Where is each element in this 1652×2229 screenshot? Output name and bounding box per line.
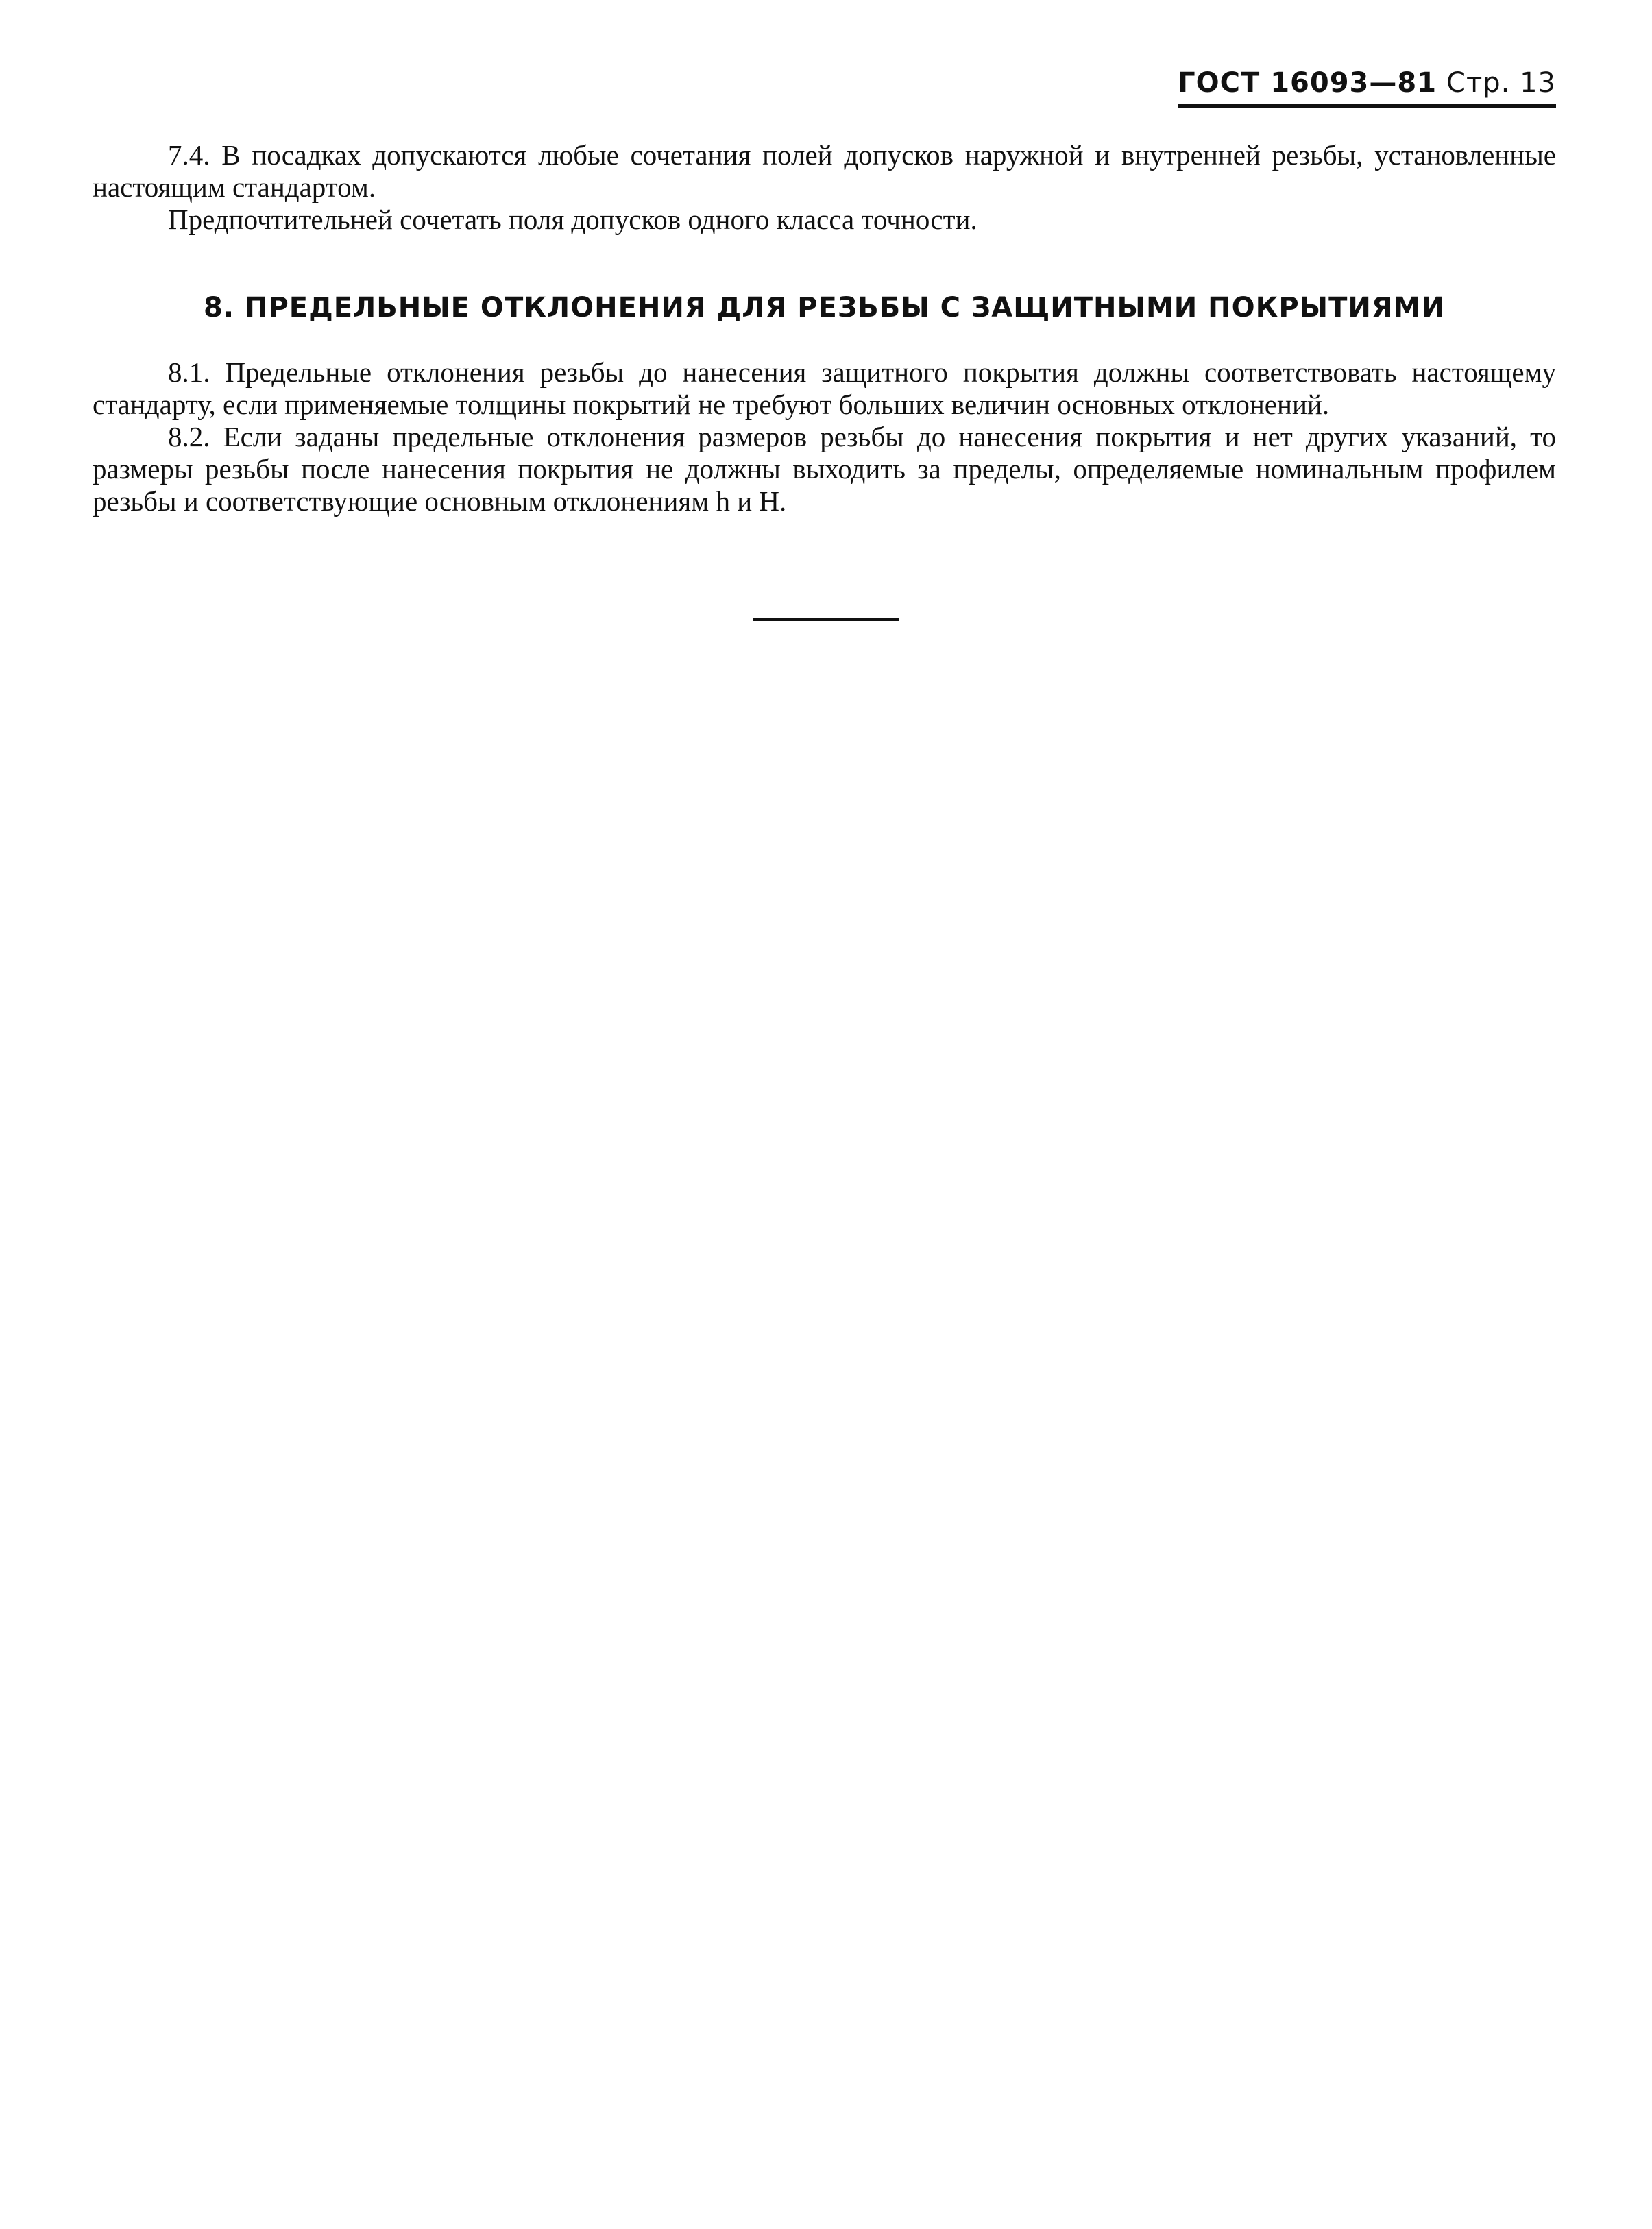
paragraph-8-1: 8.1. Предельные отклонения резьбы до нанесения защитного покрытия должны соответствовать настоящему стандарту, если применяемые толщины покрытий не требуют больших величин основных отклонений.	[93, 356, 1556, 420]
section-7-block	[93, 139, 1556, 236]
section-8-block	[93, 356, 1556, 517]
page-number: Стр. 13	[1446, 67, 1556, 99]
end-rule-divider	[753, 618, 899, 621]
running-header	[1178, 66, 1556, 108]
paragraph-preference: Предпочтительней сочетать поля допусков одного класса точности.	[168, 204, 977, 235]
paragraph-8-2: 8.2. Если заданы предельные отклонения размеров резьбы до нанесения покрытия и нет других указаний, то размеры резьбы после нанесения покрытия не должны выходить за пределы, определяемые номинальным профилем резьбы и соответствующие основным отклонениям h и H.	[93, 421, 1556, 517]
section-8-heading: 8. ПРЕДЕЛЬНЫЕ ОТКЛОНЕНИЯ ДЛЯ РЕЗЬБЫ С ЗАЩИТНЫМИ ПОКРЫТИЯМИ	[204, 292, 1445, 324]
paragraph-7-4: 7.4. В посадках допускаются любые сочетания полей допусков наружной и внутренней резьбы, установленные настоящим стандартом.	[93, 139, 1556, 203]
standard-number: ГОСТ 16093—81	[1178, 67, 1437, 99]
